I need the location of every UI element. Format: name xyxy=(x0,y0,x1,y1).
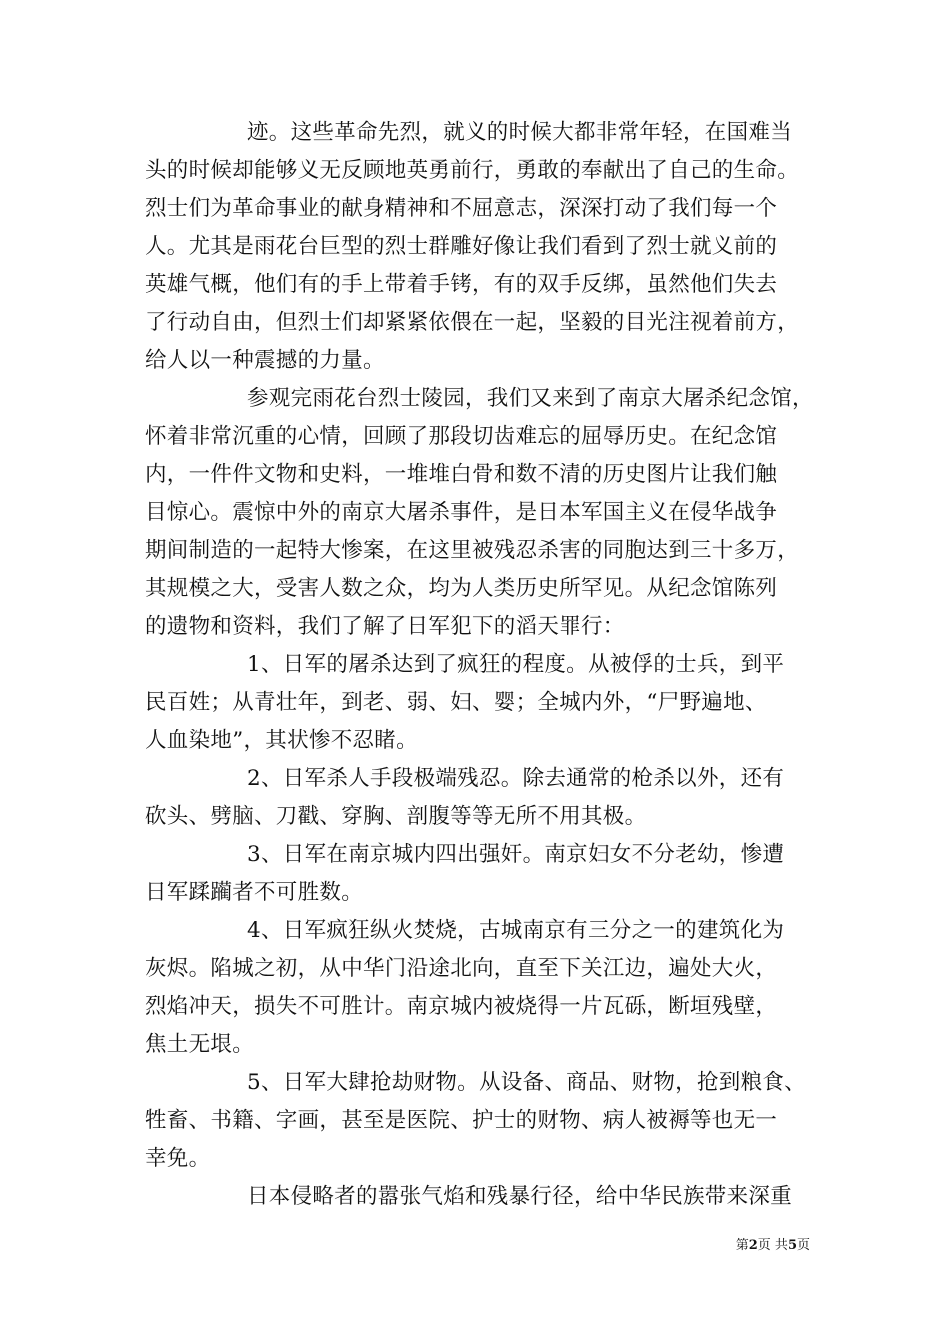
text-line: 迹。这些革命先烈，就义的时候大都非常年轻，在国难当 xyxy=(247,120,793,145)
text-line: 其规模之大，受害人数之众，均为人类历史所罕见。从纪念馆陈列 xyxy=(145,576,778,601)
text-line: 烈焰冲天，损失不可胜计。南京城内被烧得一片瓦砾，断垣残壁， xyxy=(145,994,778,1019)
text-line: 烈士们为革命事业的献身精神和不屈意志，深深打动了我们每一个 xyxy=(145,196,778,221)
text-line: 3、日军在南京城内四出强奸。南京妇女不分老幼，惨遭 xyxy=(247,842,785,867)
current-page-number: 2 xyxy=(748,1238,758,1253)
text-line: 人。尤其是雨花台巨型的烈士群雕好像让我们看到了烈士就义前的 xyxy=(145,234,778,259)
text-line: 英雄气概，他们有的手上带着手铐，有的双手反绑，虽然他们失去 xyxy=(145,272,778,297)
text-line: 参观完雨花台烈士陵园，我们又来到了南京大屠杀纪念馆， xyxy=(247,386,814,411)
text-line: 了行动自由，但烈士们却紧紧依偎在一起，坚毅的目光注视着前方， xyxy=(145,310,800,335)
text-line: 幸免。 xyxy=(145,1146,211,1171)
footer-suffix: 页 xyxy=(796,1238,810,1253)
text-line: 1、日军的屠杀达到了疯狂的程度。从被俘的士兵，到平 xyxy=(247,652,785,677)
text-line: 焦土无垠。 xyxy=(145,1032,255,1057)
text-line: 怀着非常沉重的心情，回顾了那段切齿难忘的屈辱历史。在纪念馆 xyxy=(145,424,778,449)
text-line: 的遗物和资料，我们了解了日军犯下的滔天罪行： xyxy=(145,614,625,639)
text-line: 灰烬。陷城之初，从中华门沿途北向，直至下关江边，遍处大火， xyxy=(145,956,778,981)
page-footer xyxy=(690,1236,810,1256)
text-line: 日军蹂躏者不可胜数。 xyxy=(145,880,364,905)
text-line: 民百姓；从青壮年，到老、弱、妇、婴；全城内外，“尸野遍地、 xyxy=(145,690,767,715)
text-line: 人血染地”，其状惨不忍睹。 xyxy=(145,728,418,753)
footer-prefix: 第 xyxy=(735,1238,749,1253)
text-line: 日本侵略者的嚣张气焰和残暴行径，给中华民族带来深重 xyxy=(247,1184,793,1209)
text-line: 4、日军疯狂纵火焚烧，古城南京有三分之一的建筑化为 xyxy=(247,918,785,943)
text-line: 2、日军杀人手段极端残忍。除去通常的枪杀以外，还有 xyxy=(247,766,785,791)
text-line: 5、日军大肆抢劫财物。从设备、商品、财物，抢到粮食、 xyxy=(247,1070,806,1095)
text-line: 牲畜、书籍、字画，甚至是医院、护士的财物、病人被褥等也无一 xyxy=(145,1108,778,1133)
text-line: 内，一件件文物和史料，一堆堆白骨和数不清的历史图片让我们触 xyxy=(145,462,778,487)
total-pages-number: 5 xyxy=(787,1238,797,1253)
text-line: 给人以一种震撼的力量。 xyxy=(145,348,385,373)
text-line: 期间制造的一起特大惨案，在这里被残忍杀害的同胞达到三十多万， xyxy=(145,538,800,563)
text-line: 目惊心。震惊中外的南京大屠杀事件，是日本军国主义在侵华战争 xyxy=(145,500,778,525)
text-line: 头的时候却能够义无反顾地英勇前行，勇敢的奉献出了自己的生命。 xyxy=(145,158,800,183)
text-line: 砍头、劈脑、刀戳、穿胸、剖腹等等无所不用其极。 xyxy=(145,804,647,829)
footer-middle: 页 共 xyxy=(757,1238,788,1253)
